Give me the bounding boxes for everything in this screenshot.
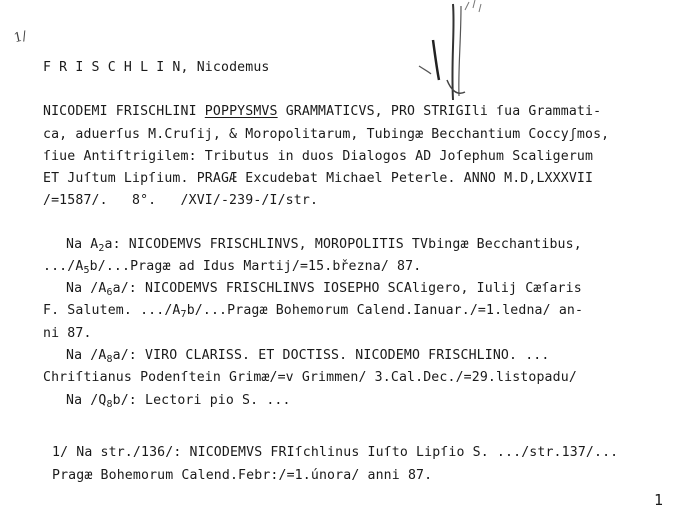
title-line-1 <box>43 104 601 120</box>
note-text: a/: NICODEMVS FRISCHLINVS IOSEPHO SCAligero, Iulij Cæſaris <box>112 281 582 296</box>
footnote-line-2: Pragæ Bohemorum Calend.Febr:/=1.února/ anni 87. <box>52 468 433 483</box>
note-line-4 <box>43 303 583 323</box>
note-text: Na /Q <box>66 393 107 408</box>
note-line-6 <box>66 348 549 368</box>
signature-subscript: 5 <box>83 265 90 276</box>
signature-subscript: 7 <box>180 309 187 320</box>
author-forename: , Nicodemus <box>180 60 270 75</box>
note-text: Na /A <box>66 281 107 296</box>
note-text: Na /A <box>66 348 107 363</box>
note-text: Na A <box>66 237 99 252</box>
note-line-8 <box>66 393 291 413</box>
note-text: a/: VIRO CLARISS. ET DOCTISS. NICODEMO FRISCHLINO. ... <box>112 348 550 363</box>
note-line-3 <box>66 281 582 301</box>
handwritten-scratch-mark <box>395 0 505 110</box>
note-text: b/: Lectori pio S. ... <box>112 393 291 408</box>
title-line-5: /=1587/. 8°. /XVI/-239-/I/str. <box>43 193 319 208</box>
title-underlined: POPPYSMVS <box>204 104 278 119</box>
footnote-line-1: 1/ Na str./136/: NICODEMVS FRIſchlinus Iuſto Lipſio S. .../str.137/... <box>52 445 619 460</box>
note-line-2 <box>43 259 421 279</box>
title-line-3: ſiue Antiſtrigilem: Tributus in duos Dialogos AD Joſephum Scaligerum <box>43 149 594 164</box>
corner-mark: 1/ <box>12 28 29 47</box>
author-surname: F R I S C H L I N <box>43 60 181 75</box>
note-text: F. Salutem. .../A <box>43 303 181 318</box>
title-line-4: ET Juſtum Lipſium. PRAGÆ Excudebat Michael Peterle. ANNO M.D,LXXXVII <box>43 171 594 186</box>
title-text: GRAMMATICVS, PRO STRIGIli ſua Grammati- <box>277 104 602 119</box>
note-text: a: NICODEMVS FRISCHLINVS, MOROPOLITIS TVbingæ Becchantibus, <box>104 237 582 252</box>
title-line-2: ca, aduerſus M.Cruſij, & Moropolitarum, Tubingæ Becchantium Coccyʃmos, <box>43 127 610 142</box>
note-text: /A <box>67 259 84 274</box>
note-line-1 <box>66 237 582 257</box>
note-text: ... <box>43 259 68 274</box>
signature-subscript: 2 <box>98 243 105 254</box>
signature-subscript: 8 <box>106 399 113 410</box>
signature-subscript: 6 <box>106 287 113 298</box>
note-line-5: ni 87. <box>43 326 92 341</box>
note-text: b/...Pragæ ad Idus Martij/=15.března/ 87. <box>89 259 422 274</box>
note-text: b/...Pragæ Bohemorum Calend.Ianuar./=1.ledna/ an- <box>186 303 584 318</box>
page-number: 1 <box>654 491 664 509</box>
note-line-7: Chriſtianus Podenſtein Grimæ/=v Grimmen/ 3.Cal.Dec./=29.listopadu/ <box>43 370 577 385</box>
signature-subscript: 8 <box>106 354 113 365</box>
title-text: NICODEMI FRISCHLINI <box>43 104 205 119</box>
author-heading <box>43 60 270 76</box>
